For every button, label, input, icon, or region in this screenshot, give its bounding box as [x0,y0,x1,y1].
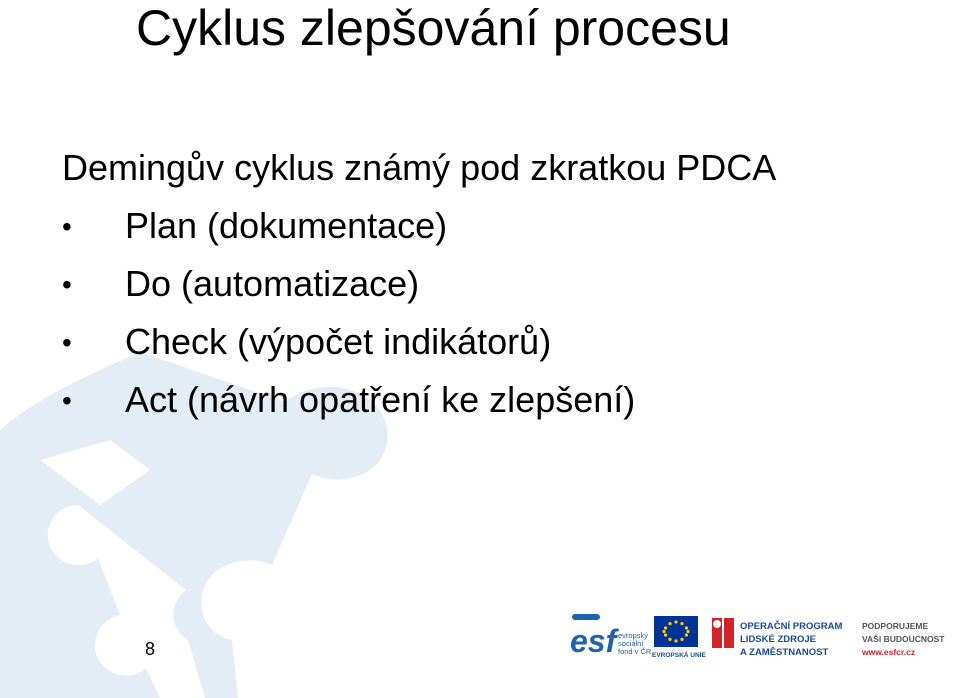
bullet-text: Plan (dokumentace) [125,205,448,246]
op-line-2: LIDSKÉ ZDROJE [740,634,817,645]
slide-subtitle: Demingův cyklus známý pod zkratkou PDCA [62,147,777,188]
slogan-line-1: PODPORUJEME [862,621,929,631]
esf-text-1: evropský [618,631,649,640]
funding-logos [568,612,960,662]
op-line-3: A ZAMĚSTNANOST [740,647,829,658]
bullet-dot-icon: • [62,385,72,416]
esf-mark: esf [570,623,617,659]
esf-swoosh [572,614,600,620]
eu-caption: EVROPSKÁ UNIE [652,652,706,659]
esf-text-3: fond v ČR [618,647,652,656]
eu-flag-logo [652,616,706,659]
bullet-dot-icon: • [62,269,72,300]
slogan-logo [861,621,945,657]
bullet-dot-icon: • [62,211,72,242]
op-line-1: OPERAČNÍ PROGRAM [740,621,843,632]
bullet-text: Check (výpočet indikátorů) [125,321,552,362]
bullet-text: Do (automatizace) [125,263,420,304]
esf-logo [570,614,652,659]
bullet-dot-icon: • [62,327,72,358]
esf-text-2: sociální [618,639,644,648]
op-logo-dot [713,620,721,628]
slide-title: Cyklus zlepšování procesu [136,0,731,56]
op-program-logo [712,618,842,658]
slogan-line-2: VAŠI BUDOUCNOST [862,634,945,644]
bullet-text: Act (návrh opatření ke zlepšení) [125,379,636,420]
esf-url: www.esfcr.cz [862,647,916,657]
page-number: 8 [145,639,156,659]
op-logo-icon-part [724,618,734,648]
